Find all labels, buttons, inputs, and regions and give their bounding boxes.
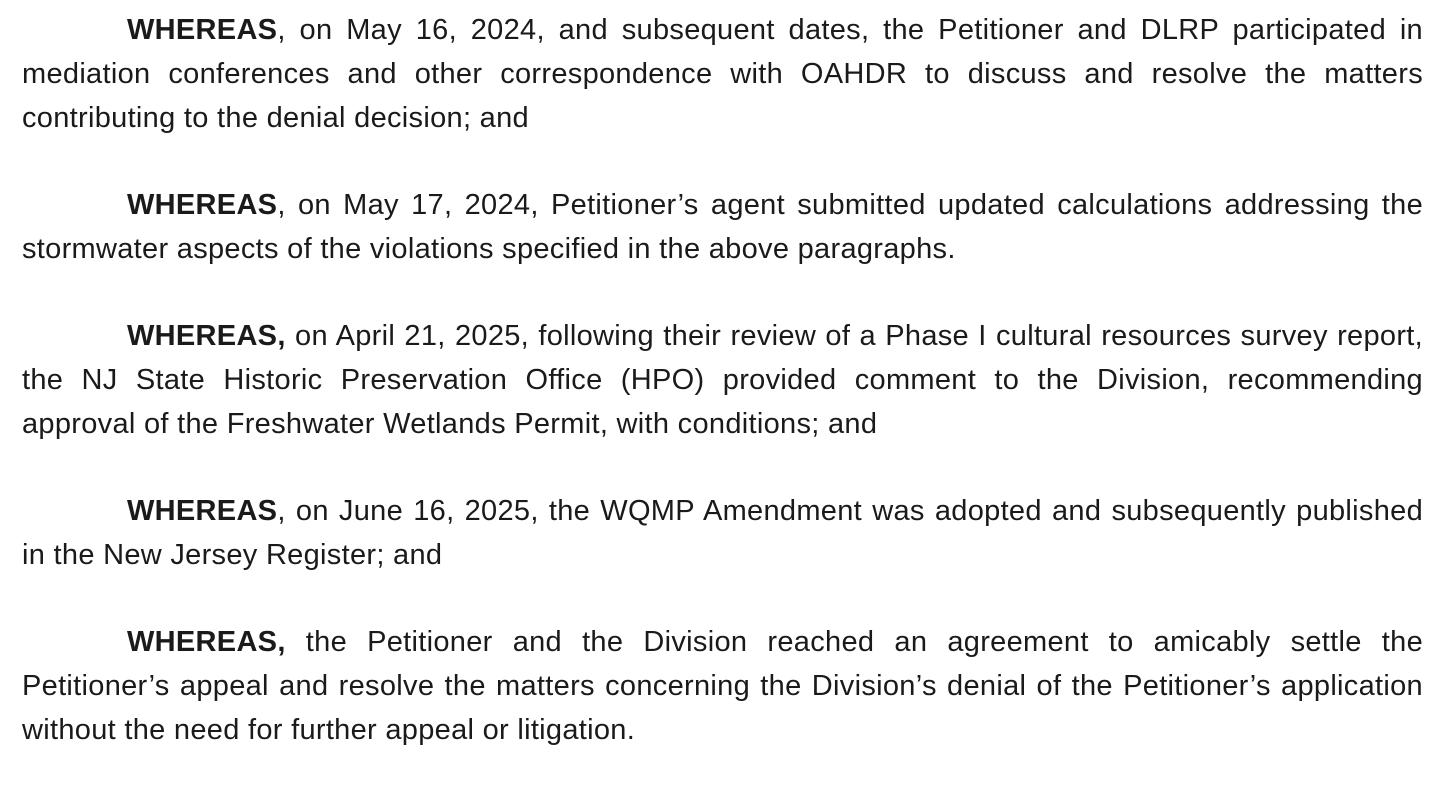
paragraph-text: on April 21, 2025, following their review of a Phase I cultural resources survey report, the NJ State Historic Preservation Office (HPO) provided comment to the Division, recommending approval of the Freshwater Wetlands Permit, with conditions; and <box>22 320 1423 440</box>
whereas-paragraph-4 <box>22 489 1423 577</box>
whereas-keyword: WHEREAS <box>127 495 278 527</box>
whereas-keyword: WHEREAS, <box>127 626 286 658</box>
paragraph-text: the Petitioner and the Division reached an agreement to amicably settle the Petitioner’s appeal and resolve the matters concerning the Division’s denial of the Petitioner’s application without the need for further appeal or litigation. <box>22 626 1423 746</box>
whereas-keyword: WHEREAS <box>127 189 278 221</box>
whereas-keyword: WHEREAS <box>127 14 278 46</box>
whereas-paragraph-3 <box>22 314 1423 446</box>
whereas-paragraph-1 <box>22 8 1423 140</box>
paragraph-text: , on June 16, 2025, the WQMP Amendment was adopted and subsequently published in the New Jersey Register; and <box>22 495 1423 571</box>
document-page <box>22 8 1423 795</box>
whereas-keyword: WHEREAS, <box>127 320 286 352</box>
whereas-paragraph-2 <box>22 183 1423 271</box>
paragraph-text: , on May 17, 2024, Petitioner’s agent submitted updated calculations addressing the stormwater aspects of the violations specified in the above paragraphs. <box>22 189 1423 265</box>
whereas-paragraph-5 <box>22 620 1423 752</box>
paragraph-text: , on May 16, 2024, and subsequent dates, the Petitioner and DLRP participated in mediation conferences and other correspondence with OAHDR to discuss and resolve the matters contributing to the denial decision; and <box>22 14 1423 134</box>
